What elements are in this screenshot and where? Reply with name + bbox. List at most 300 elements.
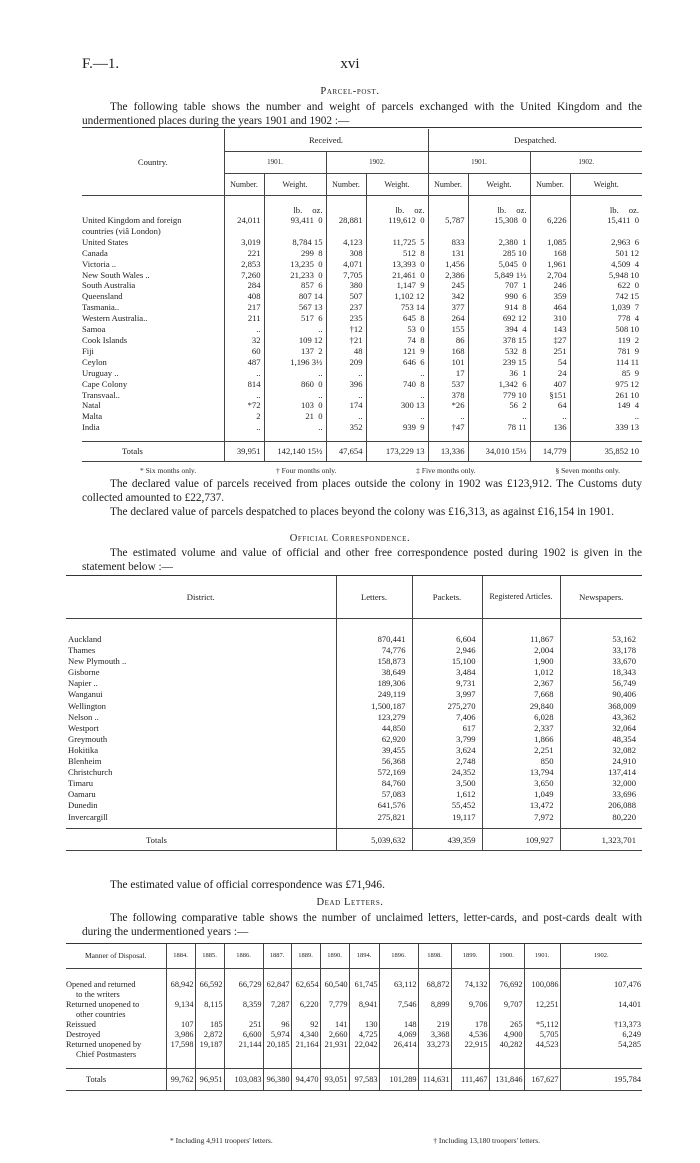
cell-r02n: 174: [326, 400, 366, 411]
cell-packets: 7,406: [412, 712, 482, 723]
cell-d01w: 285 10: [468, 248, 530, 259]
cell-d01w: 56 2: [468, 400, 530, 411]
col-year-1901-received: 1901.: [224, 151, 326, 173]
cell-r02n: †12: [326, 324, 366, 335]
spacer: [166, 968, 195, 980]
dead-cell: 76,692: [489, 980, 524, 1000]
col-year: 1884.: [166, 944, 195, 968]
unit-lb: lb.: [497, 205, 507, 215]
cell-d01w: 378 15: [468, 335, 530, 346]
spacer: [224, 433, 264, 441]
dead-cell: 33,273: [418, 1040, 451, 1060]
cell-d02w: 15,411 0: [607, 215, 639, 225]
cell-d02w: 778 4: [617, 313, 639, 324]
col-year: 1887.: [263, 944, 291, 968]
cell-r01n: 814: [224, 379, 264, 390]
col-letters: Letters.: [336, 576, 412, 618]
parcel-para1-text: The declared value of parcels received from places outside the colony in 1902 was £123,912. The Customs duty collected amounted to £22,737.: [82, 478, 642, 504]
table-row: [82, 248, 642, 259]
cell-registered: 850: [482, 756, 560, 767]
district-name: Blenheim: [66, 756, 336, 767]
cell-r02n: 48: [326, 346, 366, 357]
cell-d02w: 781 9: [617, 345, 639, 356]
cell-r01n: 211: [224, 313, 264, 324]
cell-d02w: 742 15: [615, 291, 639, 302]
cell-r02n: 4,123: [326, 237, 366, 248]
parcel-intro-text: The following table shows the number and weight of parcels exchanged with the United Kingdom and the undermentioned places during the years 1901 and 1902 :—: [82, 101, 642, 127]
cell-registered: 1,900: [482, 656, 560, 667]
cell-r02w: 74 8: [366, 335, 428, 346]
dead-cell: 14,401: [618, 1000, 641, 1009]
cell-r02w: 939 9: [366, 422, 428, 433]
cell-r02n: 235: [326, 313, 366, 324]
disposal-label: [66, 1020, 166, 1030]
dead-cell: 7,287: [263, 1000, 291, 1020]
col-year: 1885.: [195, 944, 224, 968]
district-name: Greymouth: [66, 734, 336, 745]
district-name: Timaru: [66, 778, 336, 789]
dead-total: 96,380: [263, 1068, 291, 1090]
disposal-label-line1: Destroyed: [66, 1030, 101, 1039]
cell-r02w: 21,461 0: [366, 270, 428, 281]
district-name: Nelson ..: [66, 712, 336, 723]
cell-d01w: 394 4: [468, 324, 530, 335]
cell-r01n: 24,011: [224, 215, 264, 226]
cell-d01n: *26: [428, 400, 468, 411]
cell-r02w: [366, 226, 428, 237]
col-newspapers: Newspapers.: [560, 576, 642, 618]
cell-r02w: ..: [366, 390, 428, 401]
disposal-label-line1: Returned unopened to: [66, 1000, 140, 1009]
page-number: xvi: [340, 56, 360, 72]
dead-cell: *5,112: [524, 1020, 560, 1030]
cell-letters: 74,776: [336, 645, 412, 656]
dead-cell: 20,185: [263, 1040, 291, 1060]
parcel-declared-received: [82, 477, 642, 505]
cell-d01n: 155: [428, 324, 468, 335]
spacer: [195, 1060, 224, 1068]
spacer: [166, 1060, 195, 1068]
disposal-label-line1: Reissued: [66, 1020, 96, 1029]
cell-d01n: 101: [428, 357, 468, 368]
table-row: [82, 390, 642, 401]
cell-d01n: 245: [428, 280, 468, 291]
table-row: [82, 368, 642, 379]
cell-r01n: ..: [224, 422, 264, 433]
footnote: † Including 13,180 troopers' letters.: [433, 1136, 540, 1145]
dead-cell: 107: [166, 1020, 195, 1030]
totals-label: Totals: [66, 829, 336, 851]
dead-cell: 6,220: [291, 1000, 320, 1020]
cell-d01w: 2,380 1: [468, 237, 530, 248]
total-newspapers: 1,323,701: [560, 829, 642, 851]
cell-r01w: 21 0: [264, 411, 326, 422]
unit-oz: oz.: [414, 205, 425, 215]
cell-d02n: 6,226: [530, 215, 570, 226]
cell-d02w: 2,963 6: [611, 236, 639, 247]
spacer: [66, 618, 336, 634]
dead-cell: 62,847: [263, 980, 291, 1000]
total-d01n: 13,336: [428, 441, 468, 461]
cell-registered: 1,012: [482, 667, 560, 678]
dead-cell: 62,654: [291, 980, 320, 1000]
official-intro: [82, 546, 642, 574]
spacer: [428, 433, 468, 441]
dead-cell: 66,592: [195, 980, 224, 1000]
cell-d02n: 24: [530, 368, 570, 379]
col-year: 1898.: [418, 944, 451, 968]
cell-registered: 29,840: [482, 701, 560, 712]
cell-newspapers: 32,064: [612, 722, 636, 733]
cell-r02w: ..: [366, 411, 428, 422]
total-r02n: 47,654: [326, 441, 366, 461]
disposal-label: [66, 1040, 166, 1060]
country-name: Ceylon: [82, 357, 224, 368]
total-packets: 439,359: [412, 829, 482, 851]
cell-r02n: 352: [326, 422, 366, 433]
table-row: [66, 1000, 642, 1020]
cell-r01w: 8,784 15: [264, 237, 326, 248]
total-d02w: 35,852 10: [570, 441, 642, 461]
dead-letters-table: [66, 944, 642, 1091]
table-row: [66, 634, 642, 645]
cell-registered: 7,972: [482, 812, 560, 823]
unit-lb: lb.: [609, 205, 619, 215]
cell-d02w: 1,039 7: [611, 302, 639, 313]
table-row: [66, 1020, 642, 1030]
dead-cell: 19,187: [195, 1040, 224, 1060]
country-name: Fiji: [82, 346, 224, 357]
spacer: [366, 433, 428, 441]
cell-d02n: 310: [530, 313, 570, 324]
country-name: Victoria ..: [82, 259, 224, 270]
dead-total: 94,470: [291, 1068, 320, 1090]
cell-d02n: 143: [530, 324, 570, 335]
totals-row: [66, 1068, 642, 1090]
cell-d02n: 359: [530, 291, 570, 302]
col-weight: Weight.: [468, 173, 530, 195]
country-name: Transvaal..: [82, 390, 224, 401]
dead-cell: 4,725: [349, 1030, 379, 1040]
cell-r02n: 28,881: [326, 215, 366, 226]
parcel-declared-despatched: [82, 505, 642, 519]
cell-d01w: 1,342 6: [468, 379, 530, 390]
dead-cell: 3,368: [418, 1030, 451, 1040]
cell-packets: 1,612: [412, 789, 482, 800]
cell-registered: 2,251: [482, 745, 560, 756]
cell-d01n: 342: [428, 291, 468, 302]
cell-r01n: [224, 226, 264, 237]
cell-r01w: 860 0: [264, 379, 326, 390]
country-name: Tasmania..: [82, 302, 224, 313]
spacer: [560, 618, 642, 634]
cell-newspapers: 32,000: [612, 778, 636, 789]
unit-label: [570, 195, 642, 215]
dead-total: 93,051: [320, 1068, 349, 1090]
dead-cell: 6,249: [622, 1030, 641, 1039]
col-year-1902-despatched: 1902.: [530, 151, 642, 173]
cell-packets: 2,748: [412, 756, 482, 767]
dead-cell: 5,705: [524, 1030, 560, 1040]
spacer: [524, 968, 560, 980]
cell-newspapers: 43,362: [612, 711, 636, 722]
disposal-label: [66, 980, 166, 1000]
dead-cell: 2,872: [195, 1030, 224, 1040]
dead-cell: 178: [451, 1020, 489, 1030]
country-name: Uruguay ..: [82, 368, 224, 379]
total-letters: 5,039,632: [336, 829, 412, 851]
dead-cell: 63,112: [379, 980, 418, 1000]
table-row: [66, 767, 642, 778]
country-name: United States: [82, 237, 224, 248]
cell-packets: 9,731: [412, 678, 482, 689]
cell-d01n: 131: [428, 248, 468, 259]
official-intro-text: The estimated volume and value of official and other free correspondence posted during 1902 is given in the statement below :—: [82, 547, 642, 573]
dead-cell: 3,986: [166, 1030, 195, 1040]
dead-cell: 8,941: [349, 1000, 379, 1020]
cell-r02w: 512 8: [366, 248, 428, 259]
cell-letters: 84,760: [336, 778, 412, 789]
cell-newspapers: 32,082: [612, 744, 636, 755]
spacer: [482, 618, 560, 634]
col-packets: Packets.: [412, 576, 482, 618]
cell-letters: 39,455: [336, 745, 412, 756]
official-heading: Official Correspondence.: [289, 533, 411, 544]
cell-r02w: 645 8: [366, 313, 428, 324]
cell-r01n: 2: [224, 411, 264, 422]
cell-r02n: 4,071: [326, 259, 366, 270]
table-row: [82, 280, 642, 291]
cell-d02n: 64: [530, 400, 570, 411]
cell-r01n: 408: [224, 291, 264, 302]
dead-cell: 54,285: [618, 1040, 641, 1049]
cell-d01w: 779 10: [468, 390, 530, 401]
country-name: Cook Islands: [82, 335, 224, 346]
unit-label: [366, 195, 428, 215]
spacer: [263, 1060, 291, 1068]
table-row: [82, 357, 642, 368]
cell-d02n: 1,961: [530, 259, 570, 270]
col-weight: Weight.: [264, 173, 326, 195]
cell-d02n: [530, 226, 570, 237]
cell-registered: 11,867: [482, 634, 560, 645]
cell-d01n: †47: [428, 422, 468, 433]
cell-packets: 24,352: [412, 767, 482, 778]
dead-total: 96,951: [195, 1068, 224, 1090]
spacer: [66, 968, 166, 980]
col-number: Number.: [224, 173, 264, 195]
cell-registered: 6,028: [482, 712, 560, 723]
district-name: Christchurch: [66, 767, 336, 778]
cell-r02n: 308: [326, 248, 366, 259]
dead-cell: 8,359: [224, 1000, 263, 1020]
col-country: Country.: [82, 129, 224, 195]
col-year: 1890.: [320, 944, 349, 968]
unit-spacer: [326, 195, 366, 215]
col-year: 1900.: [489, 944, 524, 968]
cell-letters: 56,368: [336, 756, 412, 767]
unit-label: [468, 195, 530, 215]
cell-registered: 1,866: [482, 734, 560, 745]
cell-packets: 3,799: [412, 734, 482, 745]
dead-cell: 21,931: [320, 1040, 349, 1060]
disposal-label: [66, 1000, 166, 1020]
table-row: [82, 346, 642, 357]
cell-d02w: 85 9: [621, 367, 639, 378]
spacer: [263, 968, 291, 980]
dead-cell: 21,144: [224, 1040, 263, 1060]
cell-d02w: ..: [634, 411, 639, 422]
district-name: Gisborne: [66, 667, 336, 678]
cell-r02n: ..: [326, 411, 366, 422]
country-name: Canada: [82, 248, 224, 259]
dead-cell: 12,251: [524, 1000, 560, 1020]
footnote: ‡ Five months only.: [416, 466, 476, 475]
cell-d02n: 2,704: [530, 270, 570, 281]
cell-d02n: ..: [530, 411, 570, 422]
cell-d02n: 136: [530, 422, 570, 433]
dead-cell: 4,536: [451, 1030, 489, 1040]
cell-d02w: 501 12: [615, 247, 639, 258]
cell-d01n: 264: [428, 313, 468, 324]
spacer: [320, 968, 349, 980]
cell-newspapers: 80,220: [612, 811, 636, 822]
table-row: [82, 422, 642, 433]
spacer: [412, 618, 482, 634]
cell-r02w: 11,725 5: [366, 237, 428, 248]
table-row: [82, 411, 642, 422]
cell-r01w: 137 2: [264, 346, 326, 357]
table-row: [66, 734, 642, 745]
col-weight: Weight.: [366, 173, 428, 195]
totals-label: Totals: [82, 441, 224, 461]
parcel-intro: [82, 100, 642, 128]
cell-d02n: ‡27: [530, 335, 570, 346]
dead-cell: 21,164: [291, 1040, 320, 1060]
cell-r02w: 13,393 0: [366, 259, 428, 270]
dead-cell: 96: [263, 1020, 291, 1030]
spacer: [224, 968, 263, 980]
table-row: [82, 313, 642, 324]
country-name: United Kingdom and foreign: [82, 215, 224, 226]
district-name: Wanganui: [66, 689, 336, 700]
cell-r02n: 380: [326, 280, 366, 291]
table-row: [66, 656, 642, 667]
table-row: [82, 259, 642, 270]
cell-r01w: ..: [264, 324, 326, 335]
cell-d02w: 508 10: [615, 324, 639, 335]
dead-cell: 148: [379, 1020, 418, 1030]
spacer: [468, 433, 530, 441]
spacer: [224, 1060, 263, 1068]
cell-d02w: 975 12: [615, 378, 639, 389]
cell-letters: 870,441: [336, 634, 412, 645]
col-year: 1886.: [224, 944, 263, 968]
dead-total: 101,289: [379, 1068, 418, 1090]
total-r01n: 39,951: [224, 441, 264, 461]
unit-oz: oz.: [516, 205, 527, 215]
dead-cell: 100,086: [524, 980, 560, 1000]
district-name: Dunedin: [66, 800, 336, 811]
cell-packets: 275,270: [412, 701, 482, 712]
footnote: * Including 4,911 troopers' letters.: [170, 1136, 273, 1145]
cell-d01n: [428, 226, 468, 237]
cell-letters: 572,169: [336, 767, 412, 778]
total-d01w: 34,010 15½: [468, 441, 530, 461]
cell-packets: 19,117: [412, 812, 482, 823]
cell-packets: 3,484: [412, 667, 482, 678]
official-table: [66, 576, 642, 851]
cell-r01w: ..: [264, 390, 326, 401]
cell-r01w: 807 14: [264, 291, 326, 302]
dead-total: 167,627: [524, 1068, 560, 1090]
cell-r01w: 21,233 0: [264, 270, 326, 281]
dead-cell: 4,069: [379, 1030, 418, 1040]
footnote: * Six months only.: [140, 466, 197, 475]
cell-newspapers: 137,414: [608, 767, 636, 778]
disposal-label-line1: Opened and returned: [66, 980, 136, 989]
cell-r01n: 2,853: [224, 259, 264, 270]
cell-d02n: 168: [530, 248, 570, 259]
cell-r01n: 284: [224, 280, 264, 291]
cell-newspapers: 56,749: [612, 678, 636, 689]
country-name: India: [82, 422, 224, 433]
cell-r01n: 217: [224, 302, 264, 313]
dead-cell: †13,373: [614, 1020, 641, 1029]
cell-packets: 2,946: [412, 645, 482, 656]
cell-r02w: 300 13: [366, 400, 428, 411]
dead-cell: 92: [291, 1020, 320, 1030]
cell-registered: 7,668: [482, 689, 560, 700]
cell-d01n: 2,386: [428, 270, 468, 281]
totals-row: [66, 829, 642, 851]
cell-packets: 6,604: [412, 634, 482, 645]
dead-total: 195,784: [560, 1068, 642, 1090]
table-row: [66, 667, 642, 678]
col-despatched: Despatched.: [428, 129, 642, 151]
spacer: [195, 968, 224, 980]
dead-cell: 265: [489, 1020, 524, 1030]
cell-r02w: 1,102 12: [366, 291, 428, 302]
unit-spacer: [428, 195, 468, 215]
cell-r02n: 396: [326, 379, 366, 390]
cell-r02n: 7,705: [326, 270, 366, 281]
country-name: Western Australia..: [82, 313, 224, 324]
spacer: [291, 1060, 320, 1068]
dead-cell: 40,282: [489, 1040, 524, 1060]
col-year: 1901.: [524, 944, 560, 968]
spacer: [336, 618, 412, 634]
table-row: [82, 400, 642, 411]
dead-total: 97,583: [349, 1068, 379, 1090]
dead-cell: 22,915: [451, 1040, 489, 1060]
dead-cell: 61,745: [349, 980, 379, 1000]
cell-r02w: 753 14: [366, 302, 428, 313]
cell-d01w: 914 8: [468, 302, 530, 313]
cell-r01w: 93,411 0: [264, 215, 326, 226]
dead-cell: 8,899: [418, 1000, 451, 1020]
cell-d01w: 990 6: [468, 291, 530, 302]
dead-cell: 4,900: [489, 1030, 524, 1040]
cell-r01w: ..: [264, 422, 326, 433]
disposal-label-line1: Returned unopened by: [66, 1040, 142, 1049]
spacer: [264, 433, 326, 441]
dead-cell: 44,523: [524, 1040, 560, 1060]
col-year: 1889.: [291, 944, 320, 968]
dead-cell: 22,042: [349, 1040, 379, 1060]
cell-d02n: 251: [530, 346, 570, 357]
cell-r02n: ..: [326, 368, 366, 379]
